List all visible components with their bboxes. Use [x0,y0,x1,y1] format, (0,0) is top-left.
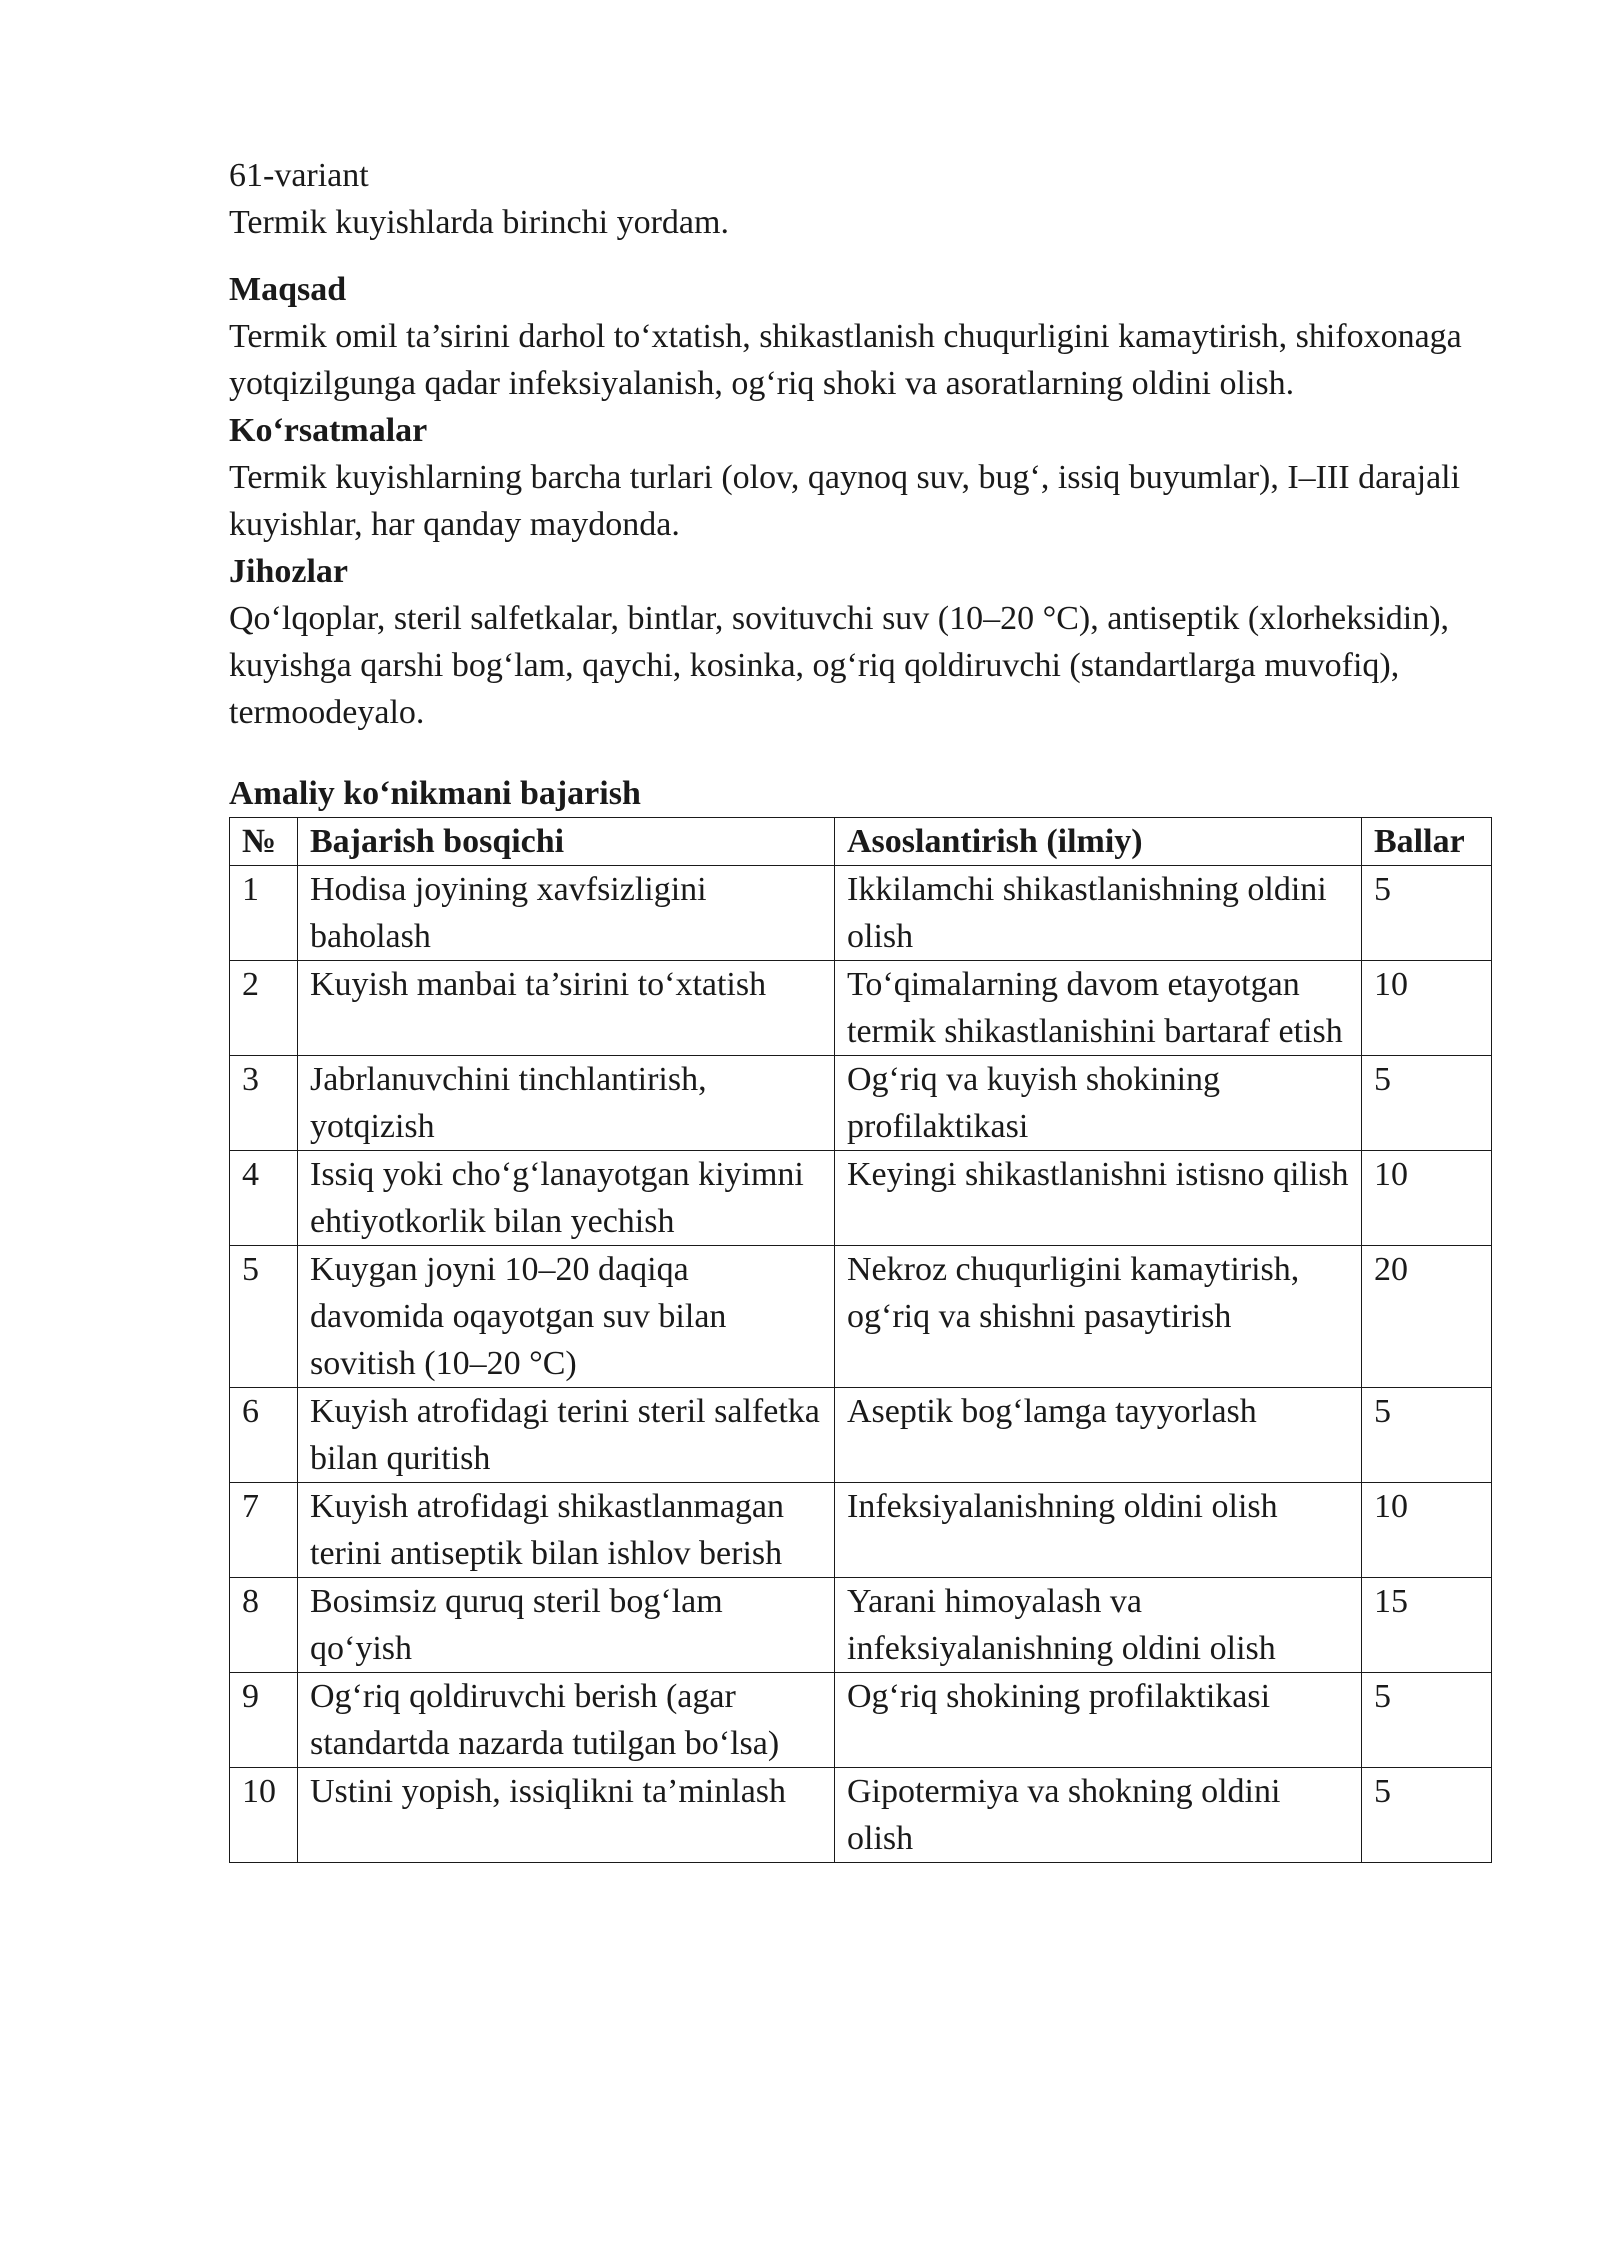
jihozlar-text: Qo‘lqoplar, steril salfetkalar, bintlar, sovituvchi suv (10–20 °C), antiseptik (xlorheksidin), kuyishga qarshi bog‘lam, qaychi, kosinka, og‘riq qoldiruvchi (standartlarga muvofiq), termoodeyalo. [229,600,1450,731]
maqsad-text: Termik omil ta’sirini darhol to‘xtatish, shikastlanish chuqurligini kamaytirish, shifoxonaga yotqizilgunga qadar infeksiyalanish, og‘riq shoki va asoratlarning oldini olish. [229,318,1462,402]
row-step: Ustini yopish, issiqlikni ta’minlash [298,1768,835,1863]
spacer [229,736,1491,770]
row-reason: Yarani himoyalash va infeksiyalanishning oldini olish [835,1578,1362,1673]
row-num: 3 [230,1056,298,1151]
row-score: 10 [1362,1483,1492,1578]
row-step: Jabrlanuvchini tinchlantirish, yotqizish [298,1056,835,1151]
table-row [230,1673,1492,1768]
maqsad-heading: Maqsad [229,271,347,308]
row-score: 5 [1362,1388,1492,1483]
row-step: Kuygan joyni 10–20 daqiqa davomida oqayotgan suv bilan sovitish (10–20 °C) [298,1246,835,1388]
table-row [230,866,1492,961]
row-step: Kuyish atrofidagi terini steril salfetka bilan quritish [298,1388,835,1483]
row-num: 9 [230,1673,298,1768]
header-reason: Asoslantirish (ilmiy) [835,818,1362,866]
variant-label: 61-variant [229,157,369,194]
row-score: 5 [1362,866,1492,961]
row-num: 5 [230,1246,298,1388]
header-score: Ballar [1362,818,1492,866]
row-num: 10 [230,1768,298,1863]
row-step: Bosimsiz quruq steril bog‘lam qo‘yish [298,1578,835,1673]
row-num: 7 [230,1483,298,1578]
table-row [230,1768,1492,1863]
header-step: Bajarish bosqichi [298,818,835,866]
row-reason: Og‘riq shokining profilaktikasi [835,1673,1362,1768]
row-step: Og‘riq qoldiruvchi berish (agar standartda nazarda tutilgan bo‘lsa) [298,1673,835,1768]
table-row [230,961,1492,1056]
table-row [230,1388,1492,1483]
row-step: Kuyish atrofidagi shikastlanmagan terini antiseptik bilan ishlov berish [298,1483,835,1578]
row-reason: Infeksiyalanishning oldini olish [835,1483,1362,1578]
document-topic: Termik kuyishlarda birinchi yordam. [229,204,729,241]
row-score: 10 [1362,1151,1492,1246]
row-reason: Keyingi shikastlanishni istisno qilish [835,1151,1362,1246]
table-row [230,1056,1492,1151]
row-reason: Og‘riq va kuyish shokining profilaktikasi [835,1056,1362,1151]
row-score: 10 [1362,961,1492,1056]
jihozlar-heading: Jihozlar [229,553,348,590]
row-reason: To‘qimalarning davom etayotgan termik shikastlanishini bartaraf etish [835,961,1362,1056]
spacer [229,246,1491,266]
steps-table [229,817,1492,1863]
row-reason: Gipotermiya va shokning oldini olish [835,1768,1362,1863]
table-title: Amaliy ko‘nikmani bajarish [229,775,641,812]
table-row [230,1246,1492,1388]
row-score: 5 [1362,1768,1492,1863]
row-score: 20 [1362,1246,1492,1388]
row-num: 8 [230,1578,298,1673]
row-step: Kuyish manbai ta’sirini to‘xtatish [298,961,835,1056]
row-num: 6 [230,1388,298,1483]
table-header-row [230,818,1492,866]
row-reason: Ikkilamchi shikastlanishning oldini olish [835,866,1362,961]
row-num: 4 [230,1151,298,1246]
row-num: 2 [230,961,298,1056]
table-row [230,1578,1492,1673]
korsatmalar-heading: Ko‘rsatmalar [229,412,428,449]
korsatmalar-text: Termik kuyishlarning barcha turlari (olov, qaynoq suv, bug‘, issiq buyumlar), I–III darajali kuyishlar, har qanday maydonda. [229,459,1461,543]
header-num: № [230,818,298,866]
table-row [230,1483,1492,1578]
row-step: Issiq yoki cho‘g‘lanayotgan kiyimni ehtiyotkorlik bilan yechish [298,1151,835,1246]
row-step: Hodisa joyining xavfsizligini baholash [298,866,835,961]
row-score: 5 [1362,1056,1492,1151]
row-score: 5 [1362,1673,1492,1768]
table-row [230,1151,1492,1246]
document-page [229,152,1491,1863]
row-score: 15 [1362,1578,1492,1673]
row-reason: Nekroz chuqurligini kamaytirish, og‘riq va shishni pasaytirish [835,1246,1362,1388]
row-reason: Aseptik bog‘lamga tayyorlash [835,1388,1362,1483]
row-num: 1 [230,866,298,961]
